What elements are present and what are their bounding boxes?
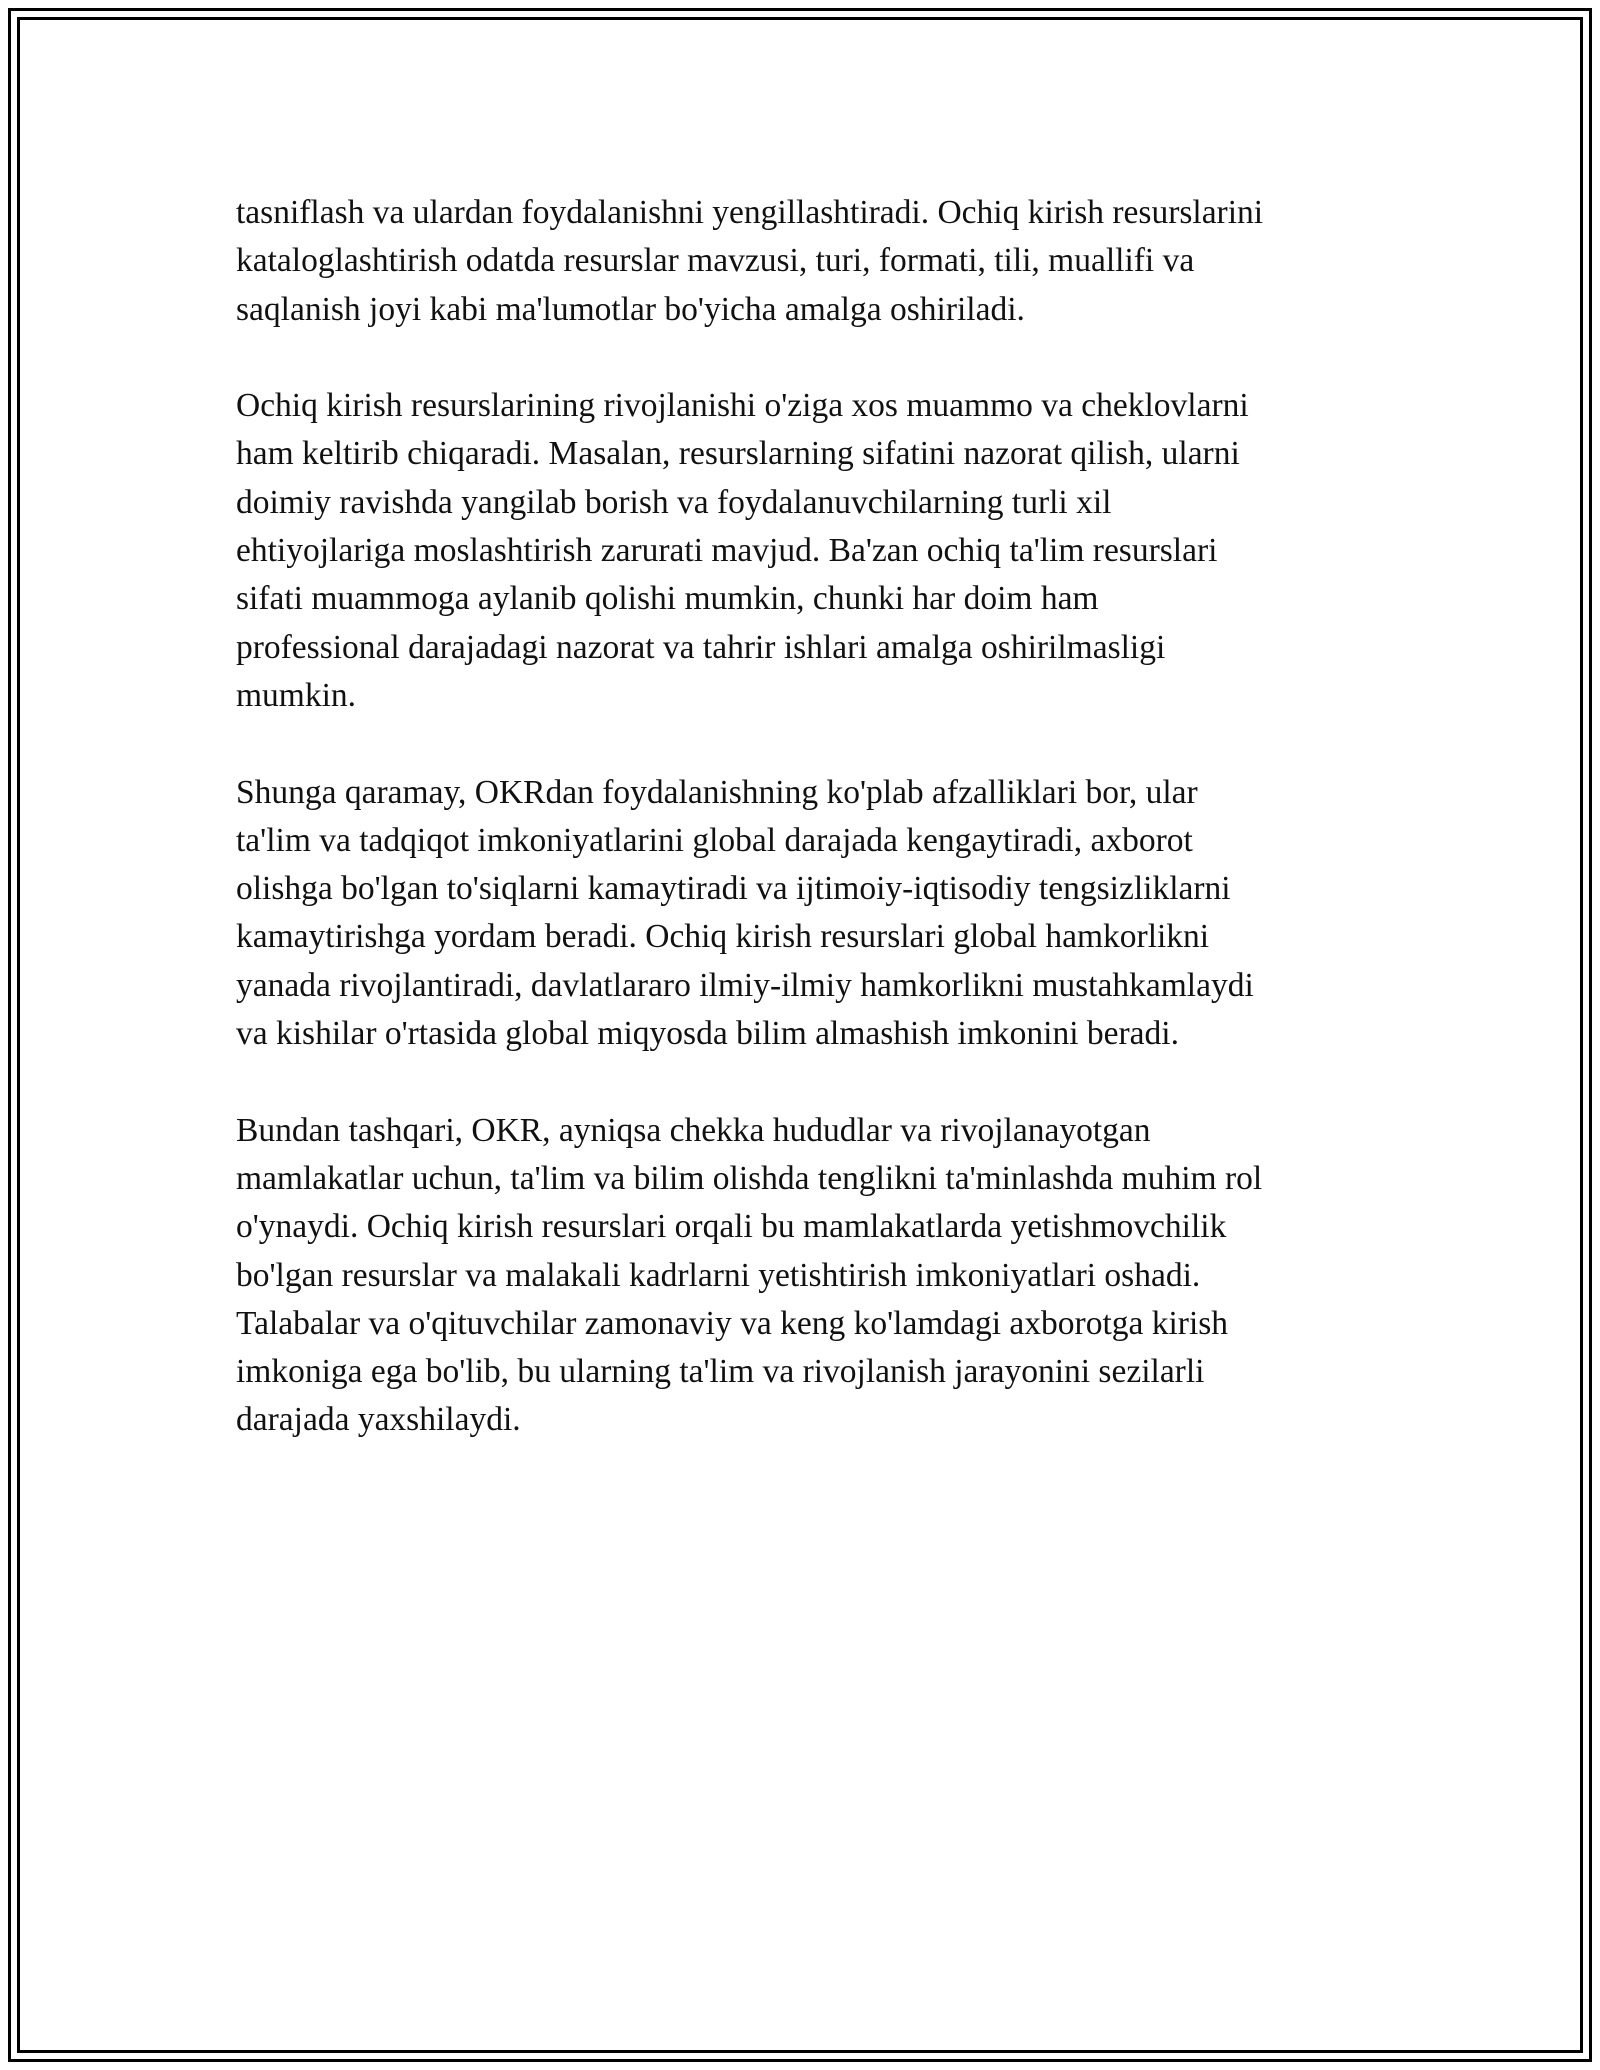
document-body bbox=[236, 189, 1376, 1493]
text-line: Talabalar va o'qituvchilar zamonaviy va keng ko'lamdagi axborotga kirish bbox=[236, 1304, 1229, 1342]
text-line: kataloglashtirish odatda resurslar mavzusi, turi, formati, tili, muallifi va bbox=[236, 242, 1195, 280]
text-line: ta'lim va tadqiqot imkoniyatlarini global darajada kengaytiradi, axborot bbox=[236, 821, 1193, 859]
paragraph-equality bbox=[236, 1107, 1376, 1445]
text-line: Bundan tashqari, OKR, ayniqsa chekka hududlar va rivojlanayotgan bbox=[236, 1111, 1151, 1149]
text-line: va kishilar o'rtasida global miqyosda bilim almashish imkonini beradi. bbox=[236, 1015, 1179, 1053]
text-line: ehtiyojlariga moslashtirish zarurati mavjud. Ba'zan ochiq ta'lim resurslari bbox=[236, 532, 1218, 570]
text-line: bo'lgan resurslar va malakali kadrlarni yetishtirish imkoniyatlari oshadi. bbox=[236, 1256, 1201, 1294]
text-line: saqlanish joyi kabi ma'lumotlar bo'yicha amalga oshiriladi. bbox=[236, 290, 1025, 328]
text-line: mumkin. bbox=[236, 676, 357, 714]
text-line: Shunga qaramay, OKRdan foydalanishning ko'plab afzalliklari bor, ular bbox=[236, 773, 1198, 811]
text-line: mamlakatlar uchun, ta'lim va bilim olishda tenglikni ta'minlashda muhim rol bbox=[236, 1159, 1263, 1197]
text-line: doimiy ravishda yangilab borish va foydalanuvchilarning turli xil bbox=[236, 483, 1112, 521]
text-line: kamaytirishga yordam beradi. Ochiq kirish resurslari global hamkorlikni bbox=[236, 918, 1210, 956]
text-line: imkoniga ega bo'lib, bu ularning ta'lim va rivojlanish jarayonini sezilarli bbox=[236, 1353, 1205, 1391]
paragraph-advantages bbox=[236, 769, 1376, 1059]
text-line: tasniflash va ulardan foydalanishni yengillashtiradi. Ochiq kirish resurslarini bbox=[236, 194, 1264, 231]
text-line: olishga bo'lgan to'siqlarni kamaytiradi va ijtimoiy-iqtisodiy tengsizliklarni bbox=[236, 870, 1231, 908]
text-line: sifati muammoga aylanib qolishi mumkin, chunki har doim ham bbox=[236, 580, 1099, 618]
text-line: o'ynaydi. Ochiq kirish resurslari orqali bu mamlakatlarda yetishmovchilik bbox=[236, 1208, 1227, 1246]
text-line: yanada rivojlantiradi, davlatlararo ilmiy-ilmiy hamkorlikni mustahkamlaydi bbox=[236, 966, 1254, 1004]
text-line: Ochiq kirish resurslarining rivojlanishi o'ziga xos muammo va cheklovlarni bbox=[236, 387, 1249, 425]
paragraph-classification bbox=[236, 189, 1376, 334]
text-line: professional darajadagi nazorat va tahrir ishlari amalga oshirilmasligi bbox=[236, 628, 1166, 666]
text-line: ham keltirib chiqaradi. Masalan, resurslarning sifatini nazorat qilish, ularni bbox=[236, 435, 1240, 473]
paragraph-challenges bbox=[236, 382, 1376, 720]
text-line: darajada yaxshilaydi. bbox=[236, 1401, 521, 1439]
